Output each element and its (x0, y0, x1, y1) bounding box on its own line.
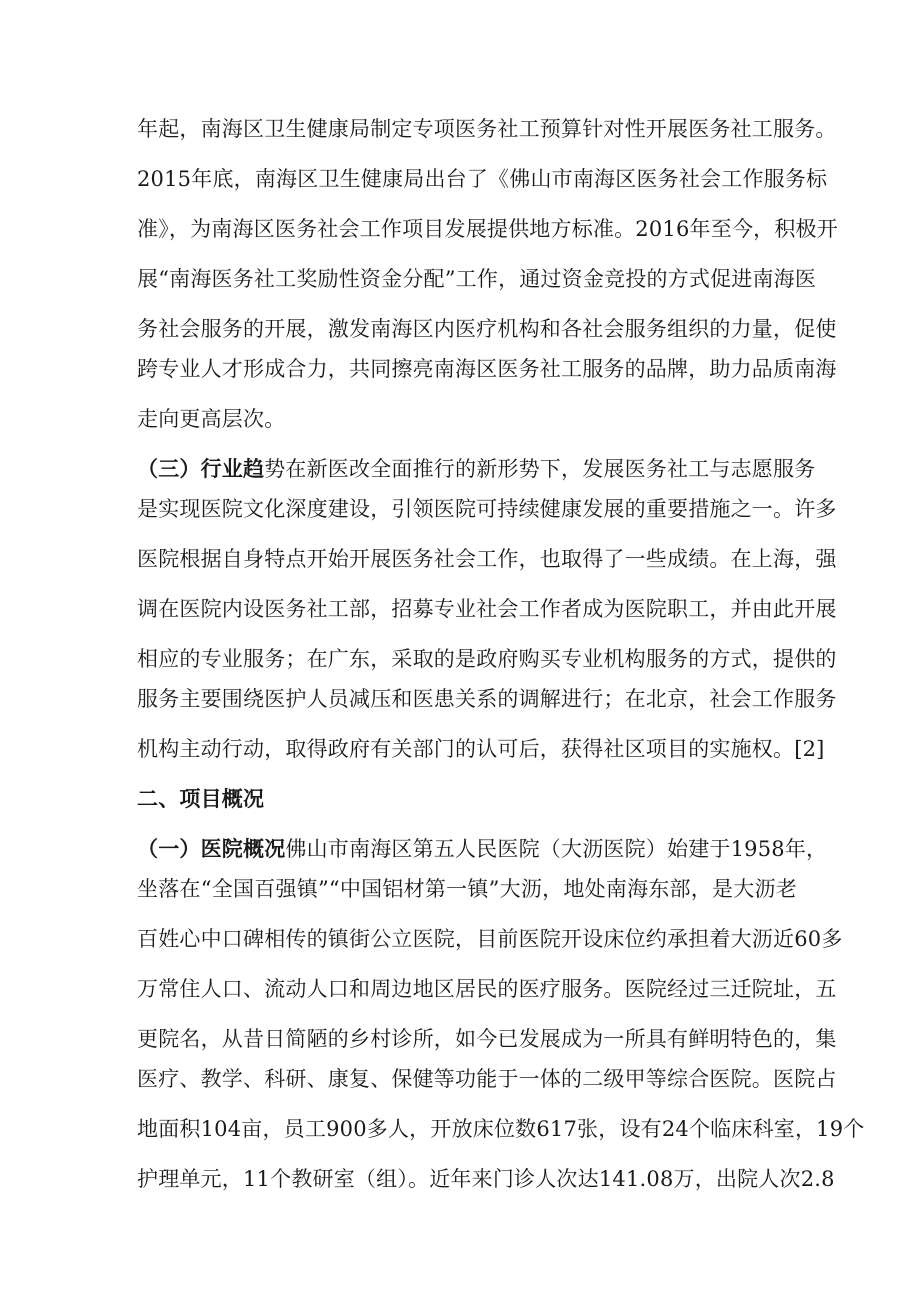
chapter-heading: 二、项目概况 (137, 786, 265, 811)
paragraph-line: 是实现医院文化深度建设，引领医院可持续健康发展的重要措施之一。许多 (137, 497, 837, 521)
section3-heading: （三）行业趋 (137, 456, 265, 481)
paragraph-line: 跨专业人才形成合力，共同擦亮南海区医务社工服务的品牌，助力品质南海 (137, 357, 837, 381)
paragraph-line: 百姓心中口碑相传的镇街公立医院，目前医院开设床位约承担着大沥近60多 (137, 927, 843, 951)
paragraph-line: 准》，为南海区医务社会工作项目发展提供地方标准。2016年至今，积极开 (137, 217, 838, 241)
paragraph-line: 年起，南海区卫生健康局制定专项医务社工预算针对性开展医务社工服务。 (137, 117, 837, 141)
paragraph-line: 机构主动行动，取得政府有关部门的认可后，获得社区项目的实施权。[2] (137, 737, 825, 761)
section3-first-line-text: 势在新医改全面推行的新形势下，发展医务社工与志愿服务 (264, 457, 816, 481)
section3-first-line (137, 454, 816, 484)
section1-first-line-text: 佛山市南海区第五人民医院（大沥医院）始建于1958年， (285, 837, 828, 861)
paragraph-line: 护理单元，11个教研室（组）。近年来门诊人次达141.08万，出院人次2.8 (137, 1167, 835, 1191)
paragraph-line: 医院根据自身特点开始开展医务社会工作，也取得了一些成绩。在上海，强 (137, 547, 837, 571)
paragraph-line: 地面积104亩，员工900多人，开放床位数617张，设有24个临床科室，19个 (137, 1117, 865, 1141)
paragraph-line: 务社会服务的开展，激发南海区内医疗机构和各社会服务组织的力量，促使 (137, 317, 837, 341)
paragraph-line: 坐落在“全国百强镇”“中国铝材第一镇”大沥，地处南海东部，是大沥老 (137, 877, 797, 901)
paragraph-line: 展“南海医务社工奖励性资金分配”工作，通过资金竞投的方式促进南海医 (137, 267, 817, 291)
section1-first-line (137, 834, 828, 864)
paragraph-line: 医疗、教学、科研、康复、保健等功能于一体的二级甲等综合医院。医院占 (137, 1067, 837, 1091)
paragraph-line: 万常住人口、流动人口和周边地区居民的医疗服务。医院经过三迁院址，五 (137, 977, 837, 1001)
section1-heading: （一）医院概况 (137, 836, 286, 861)
paragraph-line: 2015年底，南海区卫生健康局出台了《佛山市南海区医务社会工作服务标 (137, 167, 828, 191)
paragraph-line: 服务主要围绕医护人员减压和医患关系的调解进行；在北京，社会工作服务 (137, 687, 837, 711)
paragraph-line: 走向更高层次。 (137, 407, 286, 431)
paragraph-line: 相应的专业服务；在广东，采取的是政府购买专业机构服务的方式，提供的 (137, 647, 837, 671)
paragraph-line: 调在医院内设医务社工部，招募专业社会工作者成为医院职工，并由此开展 (137, 597, 837, 621)
paragraph-line: 更院名，从昔日简陋的乡村诊所，如今已发展成为一所具有鲜明特色的，集 (137, 1027, 837, 1051)
